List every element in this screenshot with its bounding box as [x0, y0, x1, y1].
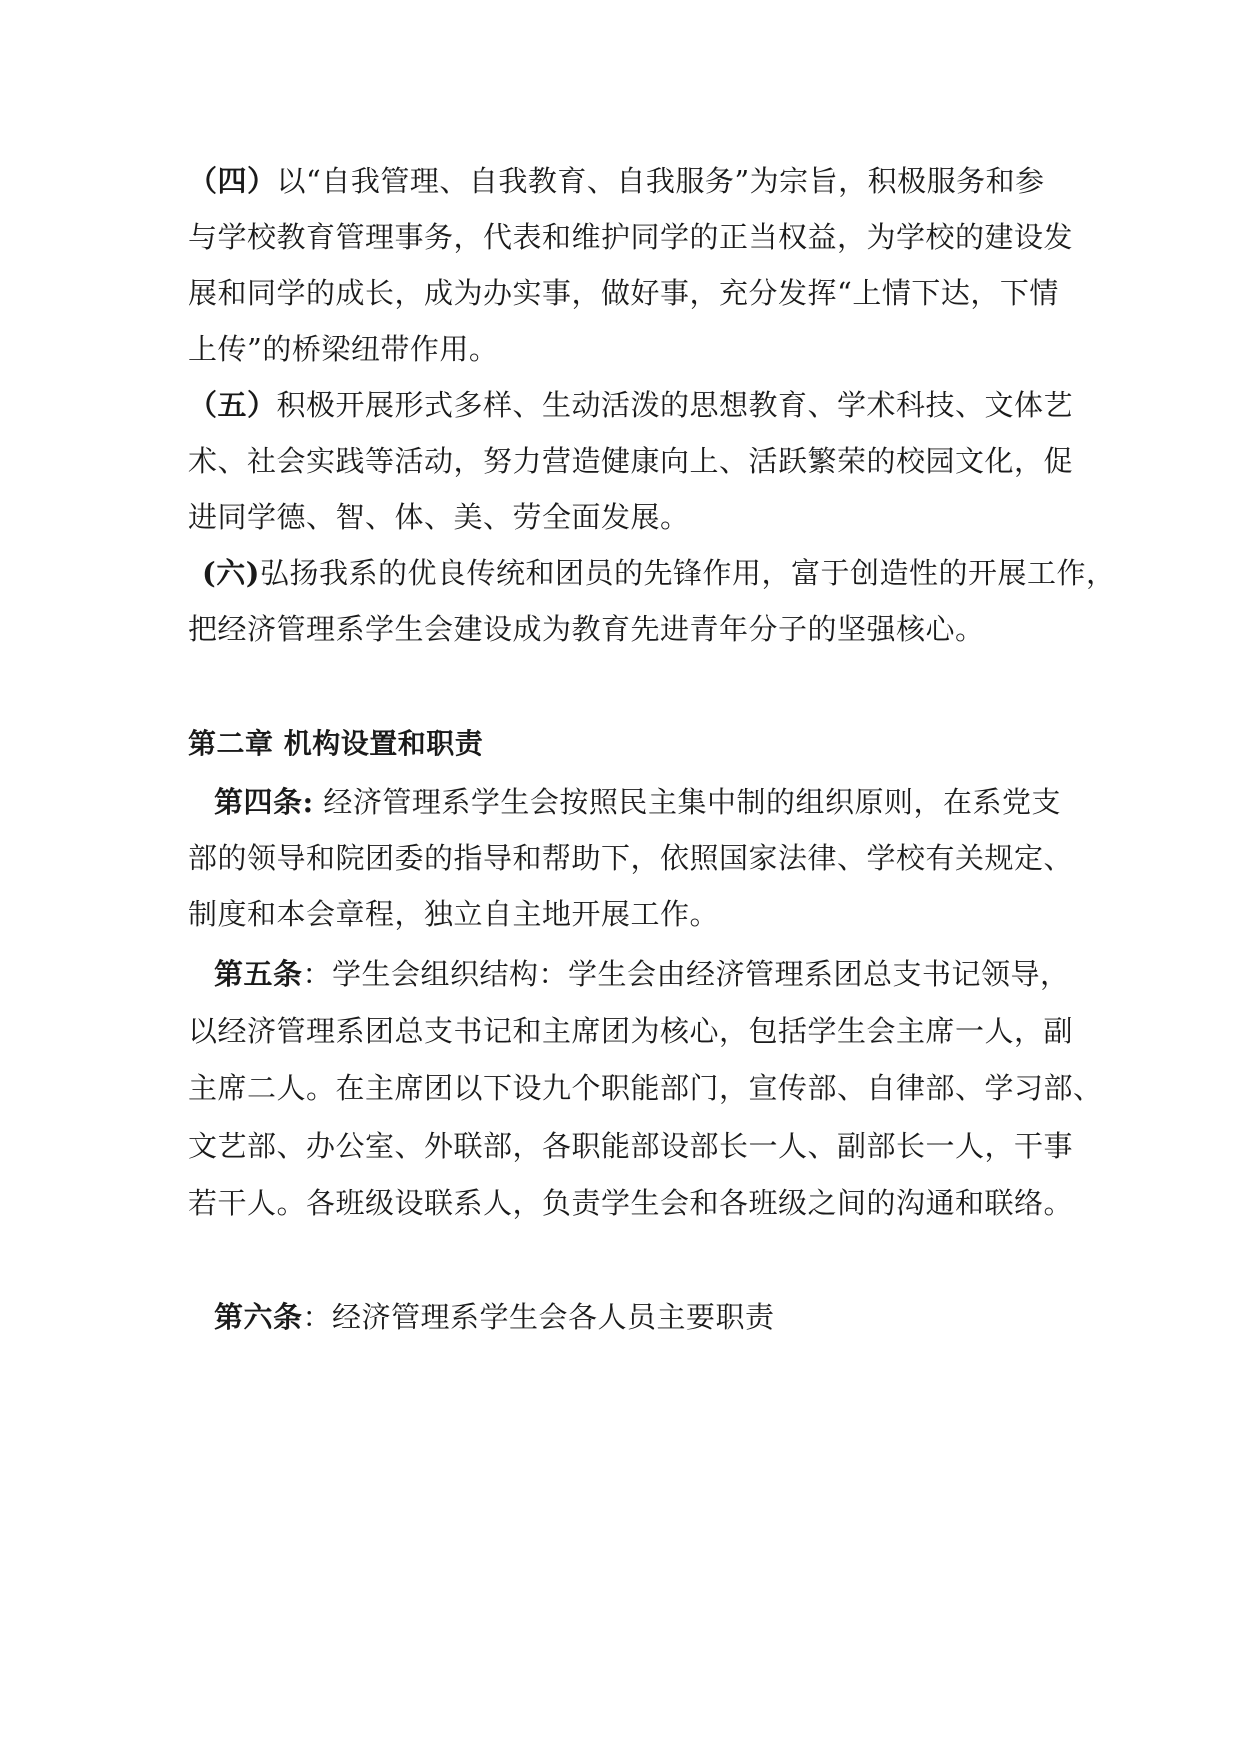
article-5-text: ：学生会组织结构：学生会由经济管理系团总支书记领导， [302, 957, 1070, 991]
paragraph-5-line-1 [188, 385, 1073, 425]
paragraph-6-marker: (六) [202, 556, 260, 590]
paragraph-4-line-3: 展和同学的成长，成为办实事，做好事，充分发挥“上情下达，下情 [188, 276, 1059, 310]
paragraph-6-text: 弘扬我系的优良传统和团员的先锋作用，富于创造性的开展工作， [259, 556, 1116, 590]
paragraph-4-marker: （四） [188, 164, 277, 198]
paragraph-4-text: 以“自我管理、自我教育、自我服务”为宗旨，积极服务和参 [276, 164, 1045, 198]
paragraph-4-line-2: 与学校教育管理事务，代表和维护同学的正当权益，为学校的建设发 [188, 220, 1074, 254]
article-5-line-4: 文艺部、办公室、外联部，各职能部设部长一人、副部长一人，干事 [188, 1129, 1074, 1163]
article-5-line-5: 若干人。各班级设联系人，负责学生会和各班级之间的沟通和联络。 [188, 1186, 1074, 1220]
article-4-line-2: 部的领导和院团委的指导和帮助下，依照国家法律、学校有关规定、 [188, 841, 1074, 875]
article-4-text: 经济管理系学生会按照民主集中制的组织原则，在系党支 [313, 785, 1061, 819]
paragraph-5-line-2: 术、社会实践等活动，努力营造健康向上、活跃繁荣的校园文化，促 [188, 444, 1074, 478]
article-5-line-1 [214, 954, 1070, 994]
paragraph-5-marker: （五） [188, 388, 277, 422]
article-4-line-3: 制度和本会章程，独立自主地开展工作。 [188, 897, 720, 931]
article-5-line-3: 主席二人。在主席团以下设九个职能部门，宣传部、自律部、学习部、 [188, 1071, 1103, 1105]
article-4-label: 第四条: [214, 785, 314, 819]
article-5-label: 第五条 [214, 957, 303, 991]
paragraph-6-line-2: 把经济管理系学生会建设成为教育先进青年分子的坚强核心。 [188, 612, 985, 646]
paragraph-4-line-1 [188, 161, 1045, 201]
article-5-line-2: 以经济管理系团总支书记和主席团为核心，包括学生会主席一人，副 [188, 1014, 1074, 1048]
article-6-line-1 [214, 1297, 775, 1337]
paragraph-6-line-1 [202, 553, 1115, 593]
chapter-heading: 第二章 机构设置和职责 [188, 727, 484, 760]
paragraph-4-line-4: 上传”的桥梁纽带作用。 [188, 332, 499, 366]
paragraph-5-line-3: 进同学德、智、体、美、劳全面发展。 [188, 500, 690, 534]
paragraph-5-text: 积极开展形式多样、生动活泼的思想教育、学术科技、文体艺 [276, 388, 1074, 422]
article-6-label: 第六条 [214, 1300, 303, 1334]
article-4-line-1 [214, 782, 1061, 822]
article-6-text: ：经济管理系学生会各人员主要职责 [302, 1300, 775, 1334]
